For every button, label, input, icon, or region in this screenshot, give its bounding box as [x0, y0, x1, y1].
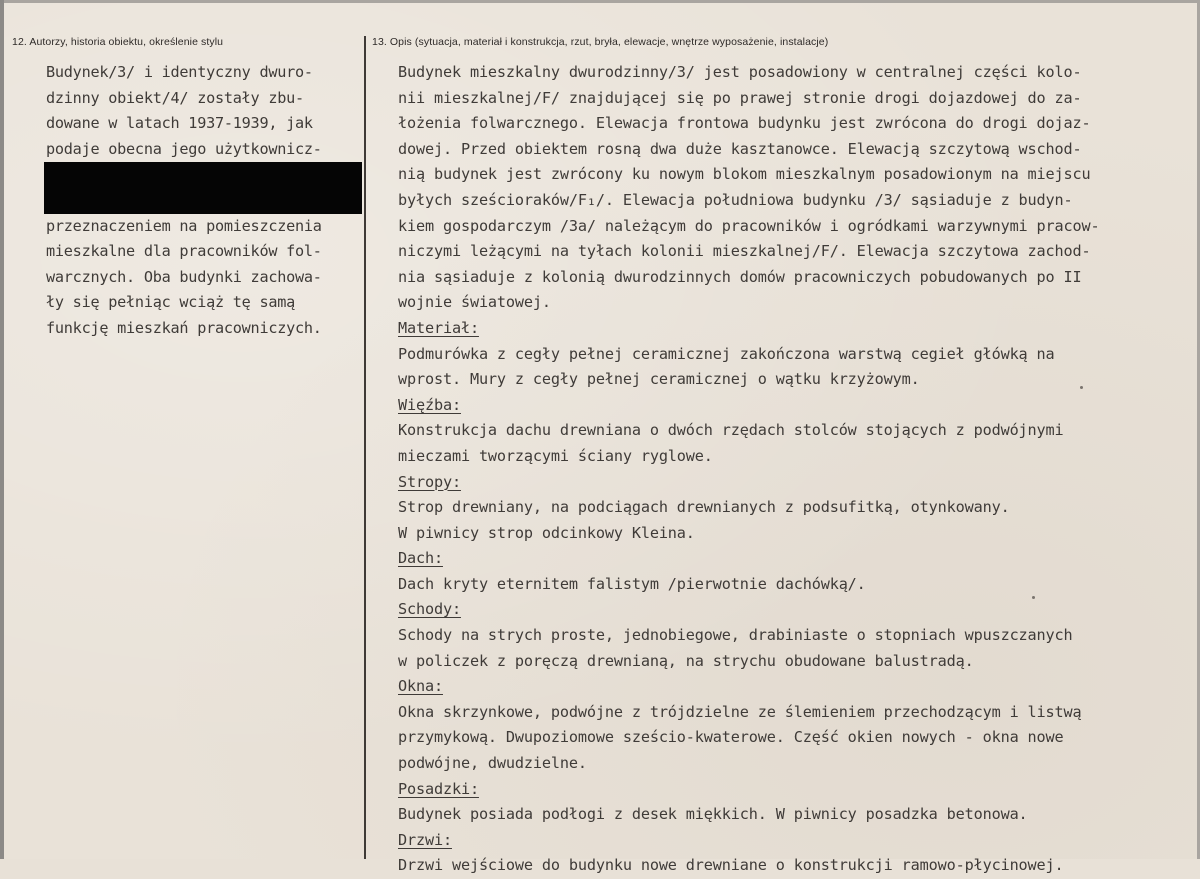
section-line: Dach kryty eternitem falistym /pierwotnie dachówką/. — [398, 574, 866, 593]
intro-line: dowej. Przed obiektem rosną dwa duże kasztanowce. Elewacją szczytową wschod- — [398, 139, 1082, 158]
roof-truss-section — [398, 393, 1188, 470]
ceilings-section — [398, 470, 1188, 547]
section-line: Schody na strych proste, jednobiegowe, drabiniaste o stopniach wpuszczanych — [398, 626, 1073, 645]
section-line: Budynek posiada podłogi z desek miękkich. W piwnicy posadzka betonowa. — [398, 805, 1028, 824]
section-heading: Stropy: — [398, 472, 461, 491]
section-line: podwójne, dwudzielne. — [398, 754, 587, 773]
material-section — [398, 316, 1188, 393]
history-line: mieszkalne dla pracowników fol- — [46, 242, 322, 261]
section-heading: Okna: — [398, 677, 443, 696]
history-line: dowane w latach 1937-1939, jak — [46, 114, 313, 133]
section-heading: Dach: — [398, 549, 443, 568]
history-line: funkcję mieszkań pracowniczych. — [46, 318, 322, 337]
stairs-section — [398, 597, 1188, 674]
intro-paragraph — [398, 60, 1188, 316]
history-line: przeznaczeniem na pomieszczenia — [46, 216, 322, 235]
column-divider — [364, 36, 366, 859]
redaction-area — [46, 162, 364, 213]
intro-line: nia sąsiaduje z kolonią dwurodzinnych domów pracowniczych pobudowanych po II — [398, 267, 1082, 286]
history-line: dzinny obiekt/4/ zostały zbu- — [46, 88, 304, 107]
section-heading: Więźba: — [398, 395, 461, 414]
intro-line: wojnie światowej. — [398, 293, 551, 312]
section-line: w policzek z poręczą drewnianą, na strychu obudowane balustradą. — [398, 651, 974, 670]
roof-section — [398, 546, 1188, 597]
history-line: warcznych. Oba budynki zachowa- — [46, 267, 322, 286]
paper-speck — [1080, 386, 1083, 389]
paper-speck — [1032, 596, 1035, 599]
section-line: Okna skrzynkowe, podwójne z trójdzielne ze ślemieniem przechodzącym i listwą — [398, 702, 1082, 721]
section-line: W piwnicy strop odcinkowy Kleina. — [398, 523, 695, 542]
floors-section — [398, 777, 1188, 828]
doors-section — [398, 828, 1188, 879]
intro-line: nią budynek jest zwrócony ku nowym blokom mieszkalnym posadowionym na miejscu — [398, 165, 1091, 184]
section-heading: Drzwi: — [398, 830, 452, 849]
section-line: Podmurówka z cegły pełnej ceramicznej zakończona warstwą cegieł główką na — [398, 344, 1055, 363]
section-heading: Materiał: — [398, 318, 479, 337]
section-line: Strop drewniany, na podciągach drewnianych z podsufitką, otynkowany. — [398, 498, 1010, 517]
intro-line: kiem gospodarczym /3a/ należącym do pracowników i ogródkami warzywnymi pracow- — [398, 216, 1100, 235]
section-line: Konstrukcja dachu drewniana o dwóch rzędach stolców stojących z podwójnymi — [398, 421, 1064, 440]
section-heading: Schody: — [398, 600, 461, 619]
section-line: Drzwi wejściowe do budynku nowe drewniane o konstrukcji ramowo-płycinowej. — [398, 856, 1064, 875]
windows-section — [398, 674, 1188, 776]
intro-line: byłych sześcioraków/F₁/. Elewacja południowa budynku /3/ sąsiaduje z budyn- — [398, 190, 1073, 209]
section-line: mieczami tworzącymi ściany ryglowe. — [398, 446, 713, 465]
history-line: Budynek/3/ i identyczny dwuro- — [46, 63, 313, 81]
history-line: ły się pełniąc wciąż tę samą — [46, 293, 296, 312]
description-column — [398, 60, 1188, 879]
page-edge-left — [0, 0, 4, 859]
redaction-bar — [44, 162, 362, 214]
intro-line: Budynek mieszkalny dwurodzinny/3/ jest posadowiony w centralnej części kolo- — [398, 63, 1082, 81]
section-12-header: 12. Autorzy, historia obiektu, określenie stylu — [12, 36, 224, 48]
section-13-header: 13. Opis (sytuacja, materiał i konstrukcja, rzut, bryła, elewacje, wnętrze wyposażenie, instalacje) — [372, 36, 829, 48]
intro-line: niczymi leżącymi na tyłach kolonii mieszkalnej/F/. Elewacja szczytowa zachod- — [398, 242, 1091, 261]
history-column — [46, 60, 364, 342]
intro-line: łożenia folwarcznego. Elewacja frontowa budynku jest zwrócona do drogi dojaz- — [398, 114, 1091, 133]
section-heading: Posadzki: — [398, 779, 479, 798]
section-line: wprost. Mury z cegły pełnej ceramicznej o wątku krzyżowym. — [398, 370, 920, 389]
intro-line: nii mieszkalnej/F/ znajdującej się po prawej stronie drogi dojazdowej do za- — [398, 88, 1082, 107]
page-edge-top — [0, 0, 1200, 3]
history-line: podaje obecna jego użytkownicz- — [46, 139, 322, 158]
section-line: przymykową. Dwupoziomowe sześcio-kwaterowe. Część okien nowych - okna nowe — [398, 728, 1064, 747]
